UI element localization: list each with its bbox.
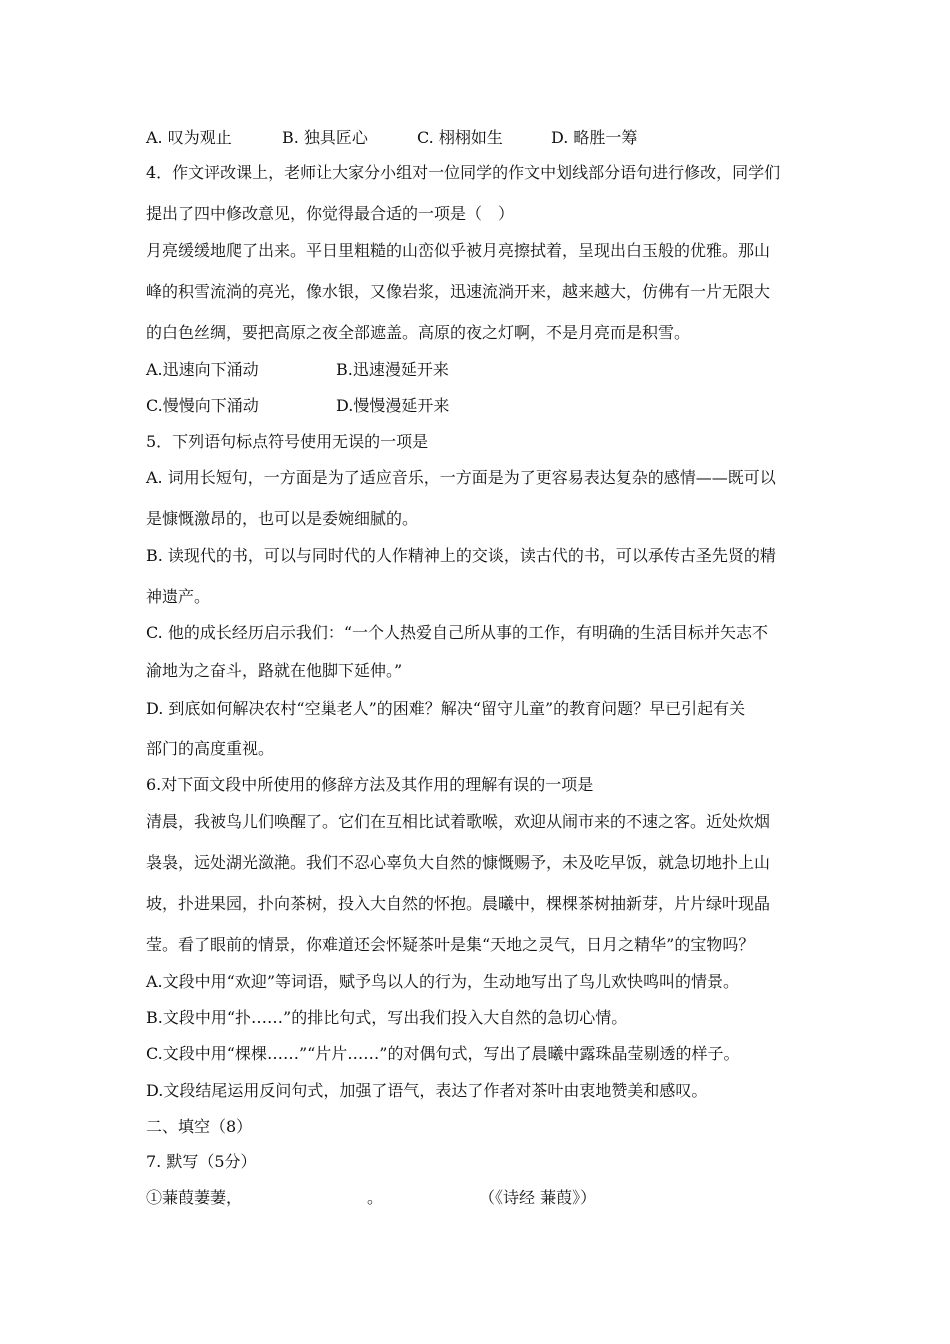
q6-stem: 6.对下面文段中所使用的修辞方法及其作用的理解有误的一项是 <box>146 775 594 794</box>
q7-item1-source: （《诗经 蒹葭》） <box>479 1188 597 1207</box>
q4-passage-line1: 月亮缓缓地爬了出来。平日里粗糙的山峦似乎被月亮擦拭着，呈现出白玉般的优雅。那山 <box>146 241 771 260</box>
q5-line: 渝地为之奋斗，路就在他脚下延伸。” <box>146 661 403 680</box>
q5-line: A. 词用长短句，一方面是为了适应音乐，一方面是为了更容易表达复杂的感情——既可以 <box>146 468 776 487</box>
q3-option-c: C. 栩栩如生 <box>417 128 503 147</box>
q7-stem: 7. 默写（5分） <box>146 1152 257 1171</box>
q4-option-d: D.慢慢漫延开来 <box>336 396 450 415</box>
q6-passage-line2: 袅袅，远处湖光潋滟。我们不忍心辜负大自然的慷慨赐予，未及吃早饭，就急切地扑上山 <box>146 853 771 872</box>
q6-passage-line3: 坡，扑进果园，扑向茶树，投入大自然的怀抱。晨曦中，棵棵茶树抽新芽，片片绿叶现晶 <box>146 894 771 913</box>
section2-heading: 二、填空（8） <box>146 1117 253 1136</box>
q4-passage-line3: 的白色丝绸，要把高原之夜全部遮盖。高原的夜之灯啊，不是月亮而是积雪。 <box>146 323 691 342</box>
q4-passage-line2: 峰的积雪流淌的亮光，像水银，又像岩浆，迅速流淌开来，越来越大，仿佛有一片无限大 <box>146 282 771 301</box>
q6-option-a: A.文段中用“欢迎”等词语，赋予鸟以人的行为，生动地写出了鸟儿欢快鸣叫的情景。 <box>146 972 740 991</box>
q4-options-row1 <box>146 359 449 381</box>
q4-stem-line1: 4．作文评改课上，老师让大家分小组对一位同学的作文中划线部分语句进行修改，同学们 <box>146 163 781 182</box>
q6-passage-line4: 莹。看了眼前的情景，你难道还会怀疑茶叶是集“天地之灵气，日月之精华”的宝物吗？ <box>146 935 755 954</box>
q4-options-row2 <box>146 395 449 417</box>
q4-option-a: A.迅速向下涌动 <box>146 360 259 379</box>
q6-option-b: B.文段中用“扑……”的排比句式，写出我们投入大自然的急切心情。 <box>146 1008 628 1027</box>
q4-option-b: B.迅速漫延开来 <box>336 360 449 379</box>
q6-option-d: D.文段结尾运用反问句式，加强了语气，表达了作者对茶叶由衷地赞美和感叹。 <box>146 1081 708 1100</box>
q5-line: 部门的高度重视。 <box>146 739 275 758</box>
q7-item1-end: 。 <box>367 1188 384 1207</box>
q5-stem: 5．下列语句标点符号使用无误的一项是 <box>146 432 429 451</box>
q3-option-b: B. 独具匠心 <box>282 128 368 147</box>
q4-stem-line2: 提出了四中修改意见，你觉得最合适的一项是（ ） <box>146 204 515 223</box>
q3-options-row <box>146 127 637 149</box>
q5-line: 是慷慨激昂的，也可以是委婉细腻的。 <box>146 509 419 528</box>
q6-passage-line1: 清晨，我被鸟儿们唤醒了。它们在互相比试着歌喉，欢迎从闹市来的不速之客。近处炊烟 <box>146 812 771 831</box>
q7-item1-start: ①蒹葭萋萋， <box>146 1188 243 1207</box>
q3-option-d: D. 略胜一筹 <box>551 128 638 147</box>
q6-option-c: C.文段中用“棵棵……”“片片……”的对偶句式，写出了晨曦中露珠晶莹剔透的样子。 <box>146 1044 740 1063</box>
q3-option-a: A. 叹为观止 <box>146 128 232 147</box>
q5-line: B. 读现代的书，可以与同时代的人作精神上的交谈，读古代的书，可以承传古圣先贤的精 <box>146 546 776 565</box>
q5-line: 神遗产。 <box>146 587 211 606</box>
q7-item1 <box>146 1187 596 1209</box>
q4-option-c: C.慢慢向下涌动 <box>146 396 259 415</box>
q5-line: C. 他的成长经历启示我们：“一个人热爱自己所从事的工作，有明确的生活目标并矢志不 <box>146 623 769 642</box>
q5-line: D. 到底如何解决农村“空巢老人”的困难？解决“留守儿童”的教育问题？早已引起有关 <box>146 699 746 718</box>
